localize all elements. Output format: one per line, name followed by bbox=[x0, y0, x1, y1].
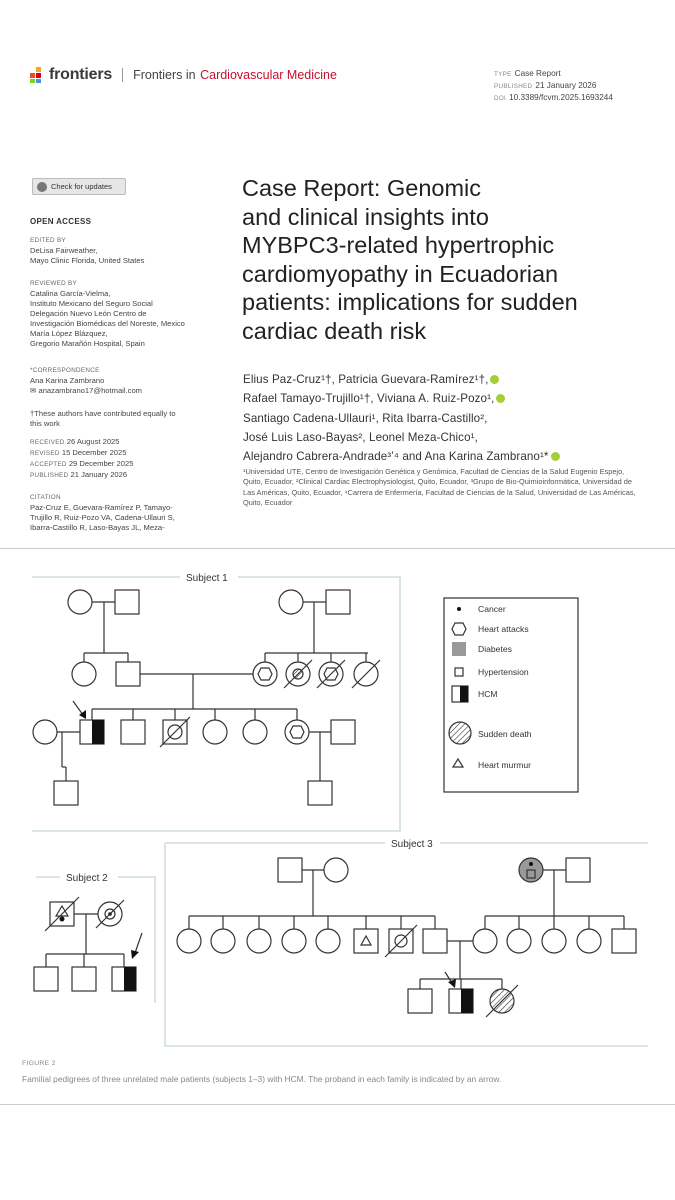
pedigree-female bbox=[577, 929, 601, 953]
logo-text: frontiers bbox=[49, 66, 113, 83]
reviewer-line: Instituto Mexicano del Seguro Social bbox=[30, 299, 153, 308]
date-value: 21 January 2026 bbox=[70, 470, 128, 479]
note-line: †These authors have contributed equally to bbox=[30, 409, 176, 418]
reviewed-by-section bbox=[30, 279, 212, 349]
logo-divider bbox=[122, 68, 123, 82]
title-line: MYBPC3-related hypertrophic bbox=[242, 232, 555, 258]
journal-header bbox=[30, 66, 337, 84]
hypertension-symbol bbox=[455, 668, 463, 676]
legend-hcm: HCM bbox=[478, 689, 498, 699]
author-list bbox=[243, 370, 643, 466]
editor-line: DeLisa Fairweather, bbox=[30, 246, 98, 255]
journal-prefix: Frontiers in bbox=[133, 68, 196, 82]
citation-line: Paz-Cruz E, Guevara-Ramírez P, Tamayo- bbox=[30, 503, 173, 512]
title-line: and clinical insights into bbox=[242, 203, 489, 230]
legend-heart-murmur: Heart murmur bbox=[478, 760, 532, 770]
heart-murmur-symbol bbox=[453, 759, 463, 767]
subject2-label: Subject 2 bbox=[66, 873, 108, 884]
article-title bbox=[242, 174, 654, 345]
heart-attack-marker bbox=[258, 668, 272, 680]
doi-link[interactable]: 10.3389/fcvm.2025.1693244 bbox=[509, 93, 613, 102]
reviewer-line: Investigación Biomédicas del Noreste, Mexico bbox=[30, 319, 185, 328]
pedigree-female bbox=[507, 929, 531, 953]
pedigree-male bbox=[278, 858, 302, 882]
heart-attack-symbol bbox=[452, 623, 466, 635]
pedigree-male bbox=[54, 781, 78, 805]
date-label: ACCEPTED bbox=[30, 461, 67, 468]
reviewer-line: Catalina García-Vielma, bbox=[30, 289, 111, 298]
figure-caption: Familial pedigrees of three unrelated male patients (subjects 1–3) with HCM. The proband in each family is indicated by an arrow. bbox=[22, 1074, 502, 1084]
open-access-label: OPEN ACCESS bbox=[30, 217, 92, 226]
pedigree-male-heart-murmur bbox=[354, 929, 378, 953]
edited-by-section bbox=[30, 236, 212, 266]
dates-section bbox=[30, 437, 212, 481]
orcid-icon[interactable] bbox=[551, 452, 560, 461]
legend-heart-attacks: Heart attacks bbox=[478, 624, 529, 634]
pedigree-male bbox=[116, 662, 140, 686]
equal-contribution-note bbox=[30, 409, 212, 429]
date-value: 26 August 2025 bbox=[66, 437, 120, 446]
pedigree-female bbox=[33, 720, 57, 744]
pedigree-male bbox=[121, 720, 145, 744]
author-line: Alejandro Cabrera-Andrade³ʼ⁴ and Ana Karina Zambrano¹* bbox=[243, 450, 549, 464]
date-value: 15 December 2025 bbox=[61, 448, 127, 457]
type-value: Case Report bbox=[514, 69, 561, 78]
date-label: RECEIVED bbox=[30, 439, 65, 446]
cancer-symbol bbox=[457, 607, 461, 611]
figure-label: FIGURE 2 bbox=[22, 1060, 56, 1067]
affiliations: ¹Universidad UTE, Centro de Investigación Genética y Genómica, Facultad de Ciencias de la Salud Eugenio Espejo, Quito, Ecuador, ²Clinical Cardiac Electrophysiologist, Quito, Ecuador, ³Grupo de Bio-Quimioinformática, Universidad de Las Américas, Quito, Ecuador, ⁴Carrera de Enfermería, Facultad de Ciencias de la Salud, Universidad de Las Américas, Quito, Ecuador bbox=[243, 467, 636, 508]
pedigree-figure bbox=[0, 549, 675, 1104]
title-line: cardiomyopathy in Ecuadorian bbox=[242, 260, 559, 287]
pedigree-male bbox=[115, 590, 139, 614]
proband-arrow bbox=[448, 979, 456, 988]
legend-diabetes: Diabetes bbox=[478, 644, 512, 654]
pedigree-male bbox=[34, 967, 58, 991]
orcid-icon[interactable] bbox=[490, 375, 499, 384]
pedigree-male bbox=[566, 858, 590, 882]
sudden-death-symbol bbox=[449, 722, 471, 744]
pedigree-female bbox=[72, 662, 96, 686]
reviewer-line: Gregorio Marañón Hospital, Spain bbox=[30, 339, 145, 348]
pedigree-female bbox=[211, 929, 235, 953]
author-line: Santiago Cadena-Ullauri¹, Rita Ibarra-Castillo², bbox=[243, 411, 488, 425]
citation-label: CITATION bbox=[30, 494, 61, 501]
correspondence-label: *CORRESPONDENCE bbox=[30, 367, 100, 374]
editor-line: Mayo Clinic Florida, United States bbox=[30, 256, 145, 265]
correspondent-name: Ana Karina Zambrano bbox=[30, 376, 105, 385]
pedigree-male bbox=[308, 781, 332, 805]
legend-sudden-death: Sudden death bbox=[478, 729, 532, 739]
reviewer-line: Delegación Nuevo León Centro de bbox=[30, 309, 147, 318]
pedigree-female bbox=[279, 590, 303, 614]
diabetes-symbol bbox=[452, 642, 466, 656]
pedigree-female bbox=[542, 929, 566, 953]
reviewer-line: María López Blázquez, bbox=[30, 329, 108, 338]
edited-by-label: EDITED BY bbox=[30, 237, 66, 244]
frontiers-logo-icon bbox=[30, 67, 44, 83]
legend-hypertension: Hypertension bbox=[478, 667, 529, 677]
doi-key: DOI bbox=[494, 95, 507, 102]
pedigree-female bbox=[282, 929, 306, 953]
note-line: this work bbox=[30, 419, 60, 428]
pedigree-female bbox=[473, 929, 497, 953]
journal-name: Cardiovascular Medicine bbox=[200, 68, 337, 82]
type-key: TYPE bbox=[494, 71, 512, 78]
pedigree-male bbox=[72, 967, 96, 991]
citation-section bbox=[30, 493, 212, 533]
legend-cancer: Cancer bbox=[478, 604, 506, 614]
pedigree-male bbox=[326, 590, 350, 614]
check-updates-label: Check for updates bbox=[51, 182, 112, 191]
correspondence-section bbox=[30, 366, 212, 396]
pedigree-female bbox=[68, 590, 92, 614]
pedigree-female bbox=[243, 720, 267, 744]
pedigree-female bbox=[316, 929, 340, 953]
subject1-label: Subject 1 bbox=[186, 573, 228, 584]
title-line: patients: implications for sudden bbox=[242, 289, 578, 315]
citation-line: Trujillo R, Ruiz-Pozo VA, Cadena-Ullauri S, bbox=[30, 513, 175, 522]
pedigree-female bbox=[203, 720, 227, 744]
title-line: Case Report: Genomic bbox=[242, 175, 482, 201]
citation-line: Ibarra-Castillo R, Laso-Bayas JL, Meza- bbox=[30, 523, 165, 532]
author-line: José Luis Laso-Bayas², Leonel Meza-Chico¹, bbox=[243, 430, 478, 444]
figure-panel bbox=[0, 548, 675, 1105]
reviewed-by-label: REVIEWED BY bbox=[30, 280, 78, 287]
date-value: 29 December 2025 bbox=[68, 459, 134, 468]
pedigree-male bbox=[423, 929, 447, 953]
pedigree-female bbox=[253, 662, 277, 686]
truncated-abstract-line bbox=[243, 535, 643, 545]
published-value: 21 January 2026 bbox=[535, 81, 597, 90]
orcid-icon[interactable] bbox=[496, 394, 505, 403]
date-label: REVISED bbox=[30, 450, 60, 457]
subject3-label: Subject 3 bbox=[391, 839, 433, 850]
date-label: PUBLISHED bbox=[30, 472, 69, 479]
title-line: cardiac death risk bbox=[242, 317, 427, 344]
pedigree-male bbox=[612, 929, 636, 953]
pedigree-female bbox=[177, 929, 201, 953]
article-meta bbox=[494, 68, 613, 104]
pedigree-female bbox=[247, 929, 271, 953]
pedigree-male bbox=[331, 720, 355, 744]
correspondent-email[interactable]: ✉ anazambrano17@hotmail.com bbox=[30, 386, 143, 395]
refresh-icon bbox=[37, 182, 47, 192]
published-key: PUBLISHED bbox=[494, 83, 533, 90]
check-for-updates-button[interactable] bbox=[32, 178, 126, 195]
proband-arrow bbox=[131, 950, 139, 959]
pedigree-female bbox=[324, 858, 348, 882]
subject1-frame bbox=[32, 577, 400, 831]
author-line: Rafael Tamayo-Trujillo¹†, Viviana A. Ruiz-Pozo¹, bbox=[243, 392, 495, 406]
pedigree-male bbox=[408, 989, 432, 1013]
pedigree-female bbox=[285, 720, 309, 744]
author-line: Elius Paz-Cruz¹†, Patricia Guevara-Ramírez¹†, bbox=[243, 373, 489, 386]
